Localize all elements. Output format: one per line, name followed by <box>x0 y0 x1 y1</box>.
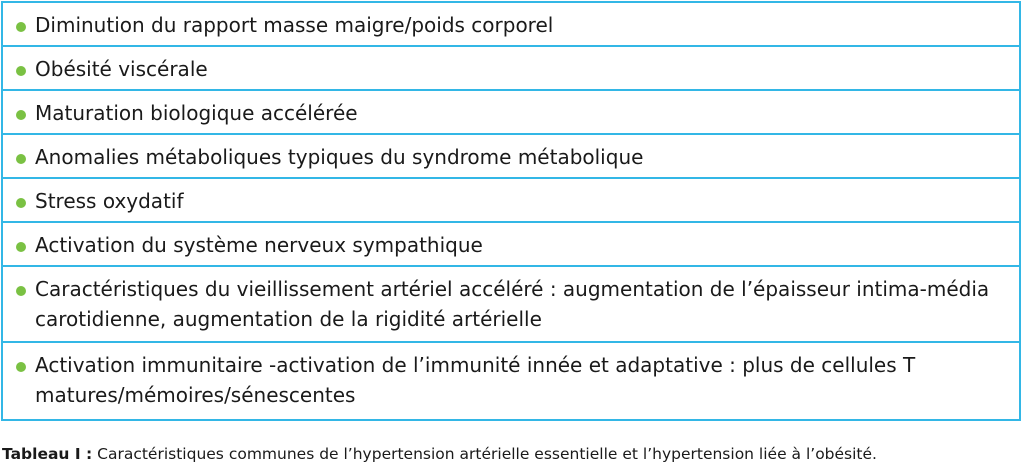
row-text: Maturation biologique accélérée <box>35 101 358 125</box>
bullet-icon <box>16 66 26 76</box>
row-text: Stress oxydatif <box>35 189 184 213</box>
bullet-icon <box>16 198 26 208</box>
table-row <box>3 91 1019 135</box>
row-text: Obésité viscérale <box>35 57 208 81</box>
bullet-icon <box>16 154 26 164</box>
bullet-icon <box>16 22 26 32</box>
caption-text: Caractéristiques communes de l’hypertension artérielle essentielle et l’hypertension liée à l’obésité. <box>92 445 877 463</box>
row-text: Caractéristiques du vieillissement artériel accéléré : augmentation de l’épaisseur intima-média carotidienne, augmentation de la rigidité artérielle <box>35 277 990 331</box>
characteristics-table <box>1 1 1021 421</box>
table-row <box>3 223 1019 267</box>
table-caption <box>2 444 877 464</box>
table-row <box>3 267 1019 343</box>
table-row <box>3 179 1019 223</box>
row-text: Activation immunitaire -activation de l’immunité innée et adaptative : plus de cellules T matures/mémoires/sénescentes <box>35 353 916 407</box>
table-row <box>3 3 1019 47</box>
row-text: Anomalies métaboliques typiques du syndrome métabolique <box>35 145 644 169</box>
bullet-icon <box>16 242 26 252</box>
bullet-icon <box>16 286 26 296</box>
row-text: Activation du système nerveux sympathique <box>35 233 483 257</box>
table-row <box>3 47 1019 91</box>
table-row <box>3 343 1019 419</box>
table-row <box>3 135 1019 179</box>
bullet-icon <box>16 362 26 372</box>
row-text: Diminution du rapport masse maigre/poids corporel <box>35 13 554 37</box>
bullet-icon <box>16 110 26 120</box>
caption-label: Tableau I : <box>2 445 93 463</box>
